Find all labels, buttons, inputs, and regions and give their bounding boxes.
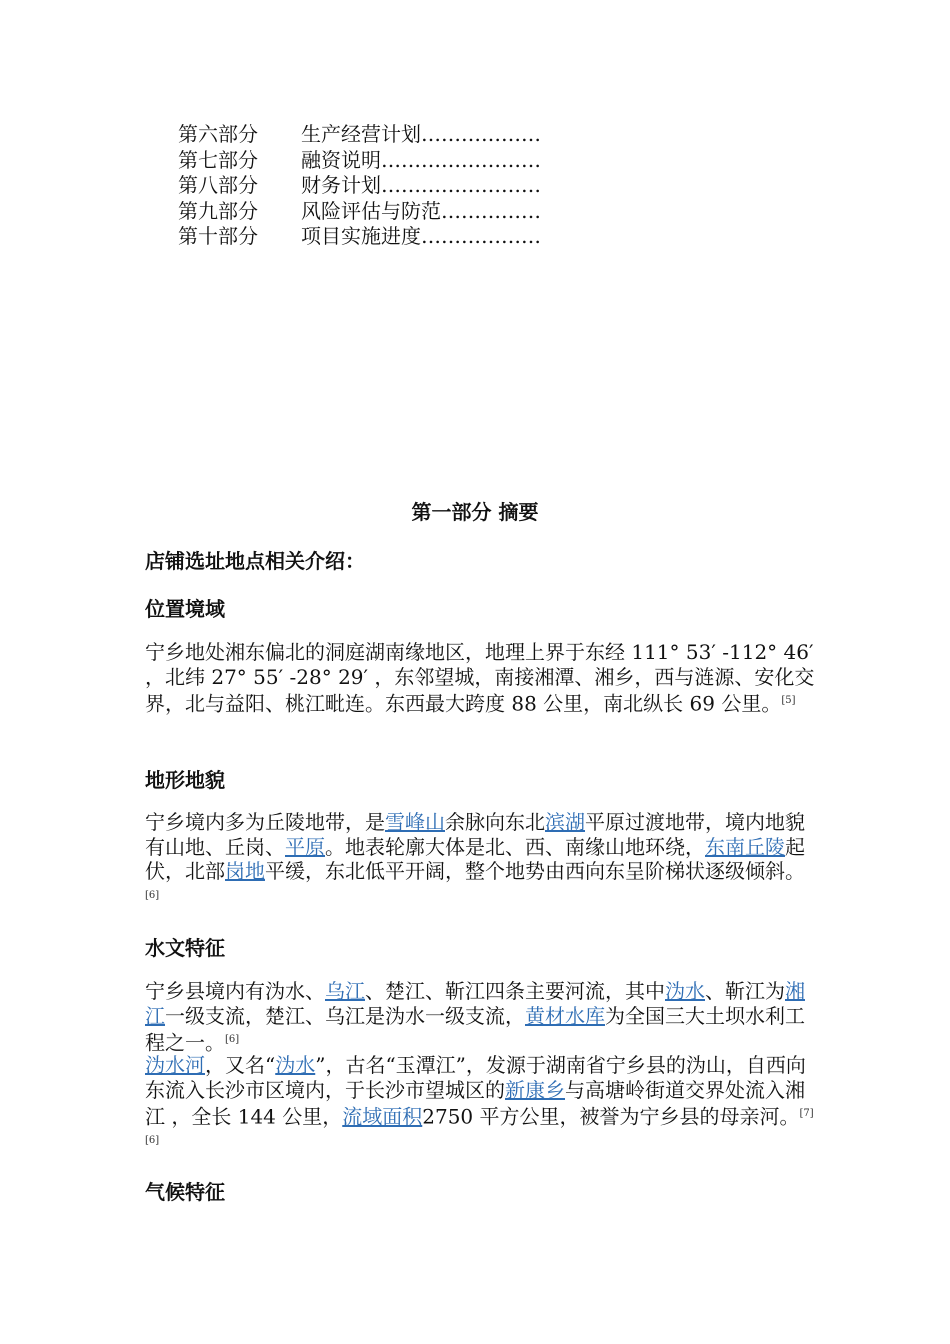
citation-ref[interactable]: [6]: [225, 1034, 240, 1045]
table-of-contents: [178, 122, 541, 250]
body-text: 一级支流，楚江、乌江是沩水一级支流，: [165, 1003, 525, 1028]
toc-leader-dots: ……………………: [381, 147, 541, 172]
body-text: 平原过渡地带，境内地貌有山地、丘岗、: [145, 810, 805, 859]
link-xuefengshan[interactable]: 雪峰山: [385, 810, 445, 834]
toc-title: 财务计划: [301, 173, 381, 197]
section-heading-hydrology: 水文特征: [145, 936, 225, 960]
body-text: 平缓，东北低平开阔，整个地势由西向东呈阶梯状逐级倾斜。: [265, 859, 805, 883]
toc-part-label: 第九部分: [178, 198, 258, 223]
link-binhu[interactable]: 滨湖: [545, 810, 585, 834]
toc-entry-8[interactable]: [178, 173, 541, 199]
toc-entry-7[interactable]: [178, 148, 541, 174]
body-text: 2750 平方公里，被誉为宁乡县的母亲河。: [422, 1104, 800, 1129]
link-weishui[interactable]: 沩水: [665, 979, 705, 1003]
body-text: 宁乡地处湘东偏北的洞庭湖南缘地区，地理上界于东经 111° 53′ -112° 46′ ，北纬 27° 55′ -28° 29′ ，东邻望城，南接湘潭、湘乡，西与涟源、安化交界，北与益阳、桃江毗连。东西最大跨度 88 公里，南北纵长 69 公里。: [145, 640, 815, 716]
body-text: ，又名“: [205, 1053, 276, 1077]
toc-entry-10[interactable]: [178, 224, 541, 250]
toc-leader-dots: ………………: [421, 224, 541, 248]
citation-ref[interactable]: [7][6]: [145, 1108, 814, 1147]
link-huangcai-reservoir[interactable]: 黄材水库: [525, 1003, 605, 1028]
toc-title: 生产经营计划: [301, 122, 421, 146]
body-text: 。地表轮廓大体是北、西、南缘山地环绕，: [325, 834, 705, 859]
link-drainage-area[interactable]: 流域面积: [342, 1104, 423, 1129]
toc-part-label: 第六部分: [178, 122, 258, 146]
toc-entry-6[interactable]: [178, 122, 541, 148]
toc-part-label: 第八部分: [178, 173, 258, 197]
paragraph-terrain: [145, 810, 815, 911]
toc-title: 项目实施进度: [301, 224, 421, 248]
intro-heading: 店铺选址地点相关介绍：: [145, 549, 365, 573]
chapter-title: 第一部分 摘要: [411, 500, 539, 524]
toc-entry-9[interactable]: [178, 199, 541, 225]
link-weishui[interactable]: 沩水: [275, 1053, 316, 1077]
body-text: 、楚江、靳江四条主要河流，其中: [365, 979, 665, 1003]
link-xiangjiang[interactable]: 湘江: [145, 979, 805, 1028]
section-heading-terrain: 地形地貌: [145, 768, 225, 792]
link-pingyuan[interactable]: 平原: [285, 834, 325, 859]
body-text: 与高塘岭街道交界处流入湘江 ，全长 144 公里，: [145, 1077, 805, 1129]
toc-title: 融资说明: [301, 147, 381, 172]
toc-title: 风险评估与防范: [301, 198, 441, 223]
toc-leader-dots: ………………: [421, 122, 541, 146]
paragraph-hydrology-1: [145, 979, 815, 1055]
link-wujiang[interactable]: 乌江: [325, 979, 365, 1003]
body-text: 宁乡县境内有沩水、: [145, 979, 325, 1003]
body-text: 、靳江为: [705, 979, 785, 1003]
body-text: 起伏，北部: [145, 834, 805, 883]
section-heading-climate: 气候特征: [145, 1180, 225, 1204]
citation-ref[interactable]: [5]: [781, 695, 796, 706]
link-weishui-river[interactable]: 沩水河: [145, 1053, 205, 1077]
body-text: 宁乡境内多为丘陵地带，是: [145, 810, 385, 834]
toc-leader-dots: ……………………: [381, 173, 541, 197]
paragraph-hydrology-2: [145, 1053, 815, 1156]
body-text: 余脉向东北: [445, 810, 545, 834]
body-text: 为全国三大土坝水利工程之一。: [145, 1003, 805, 1055]
section-heading-location: 位置境域: [145, 597, 225, 621]
citation-ref[interactable]: [6]: [145, 889, 160, 901]
toc-leader-dots: ……………: [441, 198, 541, 223]
link-dongnan-qiuling[interactable]: 东南丘陵: [705, 834, 785, 859]
link-gangdi[interactable]: 岗地: [225, 859, 265, 883]
toc-part-label: 第十部分: [178, 224, 258, 248]
body-text: ”，古名“玉潭江”，发源于湖南省宁乡县的沩山，自西向东流入长沙市区境内，于长沙市望城区的: [145, 1053, 806, 1102]
paragraph-location: [145, 640, 815, 716]
link-xinkang-township[interactable]: 新康乡: [505, 1077, 565, 1102]
toc-part-label: 第七部分: [178, 147, 258, 172]
